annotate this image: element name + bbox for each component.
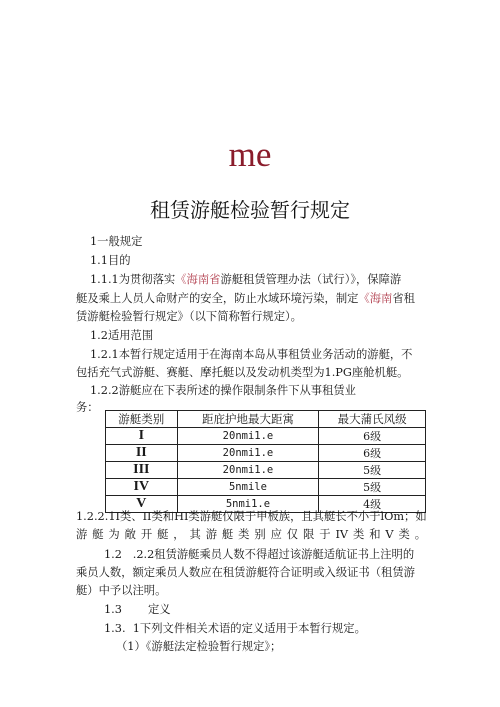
paragraph-1-2-2-2-line2: 乘员人数，额定乘员人数应在租赁游艇符合证明或入级证书（租赁游 bbox=[76, 566, 415, 579]
paragraph-1-2-2-1-line1: 1.2.2.1I类、II类和HI类游艇仅限于甲板族，且其艇长不小于lOm；如 bbox=[76, 510, 427, 523]
table-cell: 5nmile bbox=[177, 479, 319, 496]
table-header: 游艇类别 bbox=[106, 411, 178, 428]
table-cell: 5nmi1.e bbox=[177, 496, 319, 513]
document-title: 租赁游艇检验暂行规定 bbox=[150, 198, 350, 222]
paragraph-1-2-1-line1: 1.2.1本暂行规定适用于在海南本岛从事租赁业务活动的游艇，不 bbox=[90, 348, 413, 361]
table-header-row bbox=[106, 411, 426, 428]
table-row bbox=[106, 479, 426, 496]
section-heading-1-1: 1.1目的 bbox=[90, 254, 131, 267]
table-row bbox=[106, 428, 426, 445]
paragraph-1-2-2-2-line1: 1.2 .2.2租赁游艇乘员人数不得超过该游艇适航证书上注明的 bbox=[104, 548, 415, 561]
paragraph-1-1-1-line3: 赁游艇检验暂行规定》（以下简称暂行规定）。 bbox=[76, 310, 302, 323]
table-cell: II bbox=[106, 445, 178, 462]
table-cell: 20nmi1.e bbox=[177, 445, 319, 462]
table-cell: 5级 bbox=[319, 479, 426, 496]
paragraph-1-1-1-line2 bbox=[76, 290, 415, 307]
paragraph-1-2-2-line1: 1.2.2游艇应在下表所述的操作限制条件下从事租赁业 bbox=[90, 384, 356, 397]
table-cell: 20nmi1.e bbox=[177, 462, 319, 479]
section-heading-1-3-number: 1.3 bbox=[104, 603, 122, 616]
table-cell: 6级 bbox=[319, 445, 426, 462]
paragraph-1-1-1 bbox=[90, 271, 401, 288]
logo: me bbox=[228, 135, 272, 174]
text: 1.1.1为贯彻落实 bbox=[90, 273, 176, 286]
section-heading-1: 1一般规定 bbox=[90, 235, 143, 248]
paragraph-1-2-2-2-line3: 艇）中予以注明。 bbox=[76, 584, 167, 597]
table-header: 最大蒲氏风级 bbox=[319, 411, 426, 428]
table-cell: V bbox=[106, 496, 178, 513]
table-cell: 5级 bbox=[319, 462, 426, 479]
highlight-text: 《海南 bbox=[358, 292, 393, 305]
table-cell: 6级 bbox=[319, 428, 426, 445]
table-cell: I bbox=[106, 428, 178, 445]
paragraph-1-2-1-line2: 包括充气式游艇、赛艇、摩托艇以及发动机类型为1.PG座舱机艇。 bbox=[76, 366, 409, 379]
section-heading-1-2: 1.2适用范围 bbox=[90, 329, 154, 342]
table-cell: IV bbox=[106, 479, 178, 496]
text: 艇及乘上人员人命财产的安全，防止水域环境污染，制定 bbox=[76, 292, 359, 305]
paragraph-1-2-2-line2: 务： bbox=[76, 401, 99, 414]
paragraph-1-3-1: 1.3. 1下列文件相关术语的定义适用于本暂行规定。 bbox=[104, 622, 366, 635]
highlight-text: 《海南省 bbox=[175, 273, 221, 286]
table-cell: 20nmi1.e bbox=[177, 428, 319, 445]
paragraph-1-2-2-1-line2: 游艇为敞开艇，其游艇类别应仅限于IV类和V类。 bbox=[76, 528, 426, 541]
table-row bbox=[106, 445, 426, 462]
section-heading-1-3-label: 定义 bbox=[148, 603, 171, 616]
table-row bbox=[106, 462, 426, 479]
table-cell: III bbox=[106, 462, 178, 479]
table-cell: 4级 bbox=[319, 496, 426, 513]
list-item: （1）《游艇法定检验暂行规定》； bbox=[116, 640, 282, 653]
table-header: 距庇护地最大距寓 bbox=[177, 411, 319, 428]
text: 省租 bbox=[392, 292, 415, 305]
operation-limit-table bbox=[105, 410, 426, 513]
text: 游艇租赁管理办法（试行）》，保障游 bbox=[220, 273, 402, 286]
